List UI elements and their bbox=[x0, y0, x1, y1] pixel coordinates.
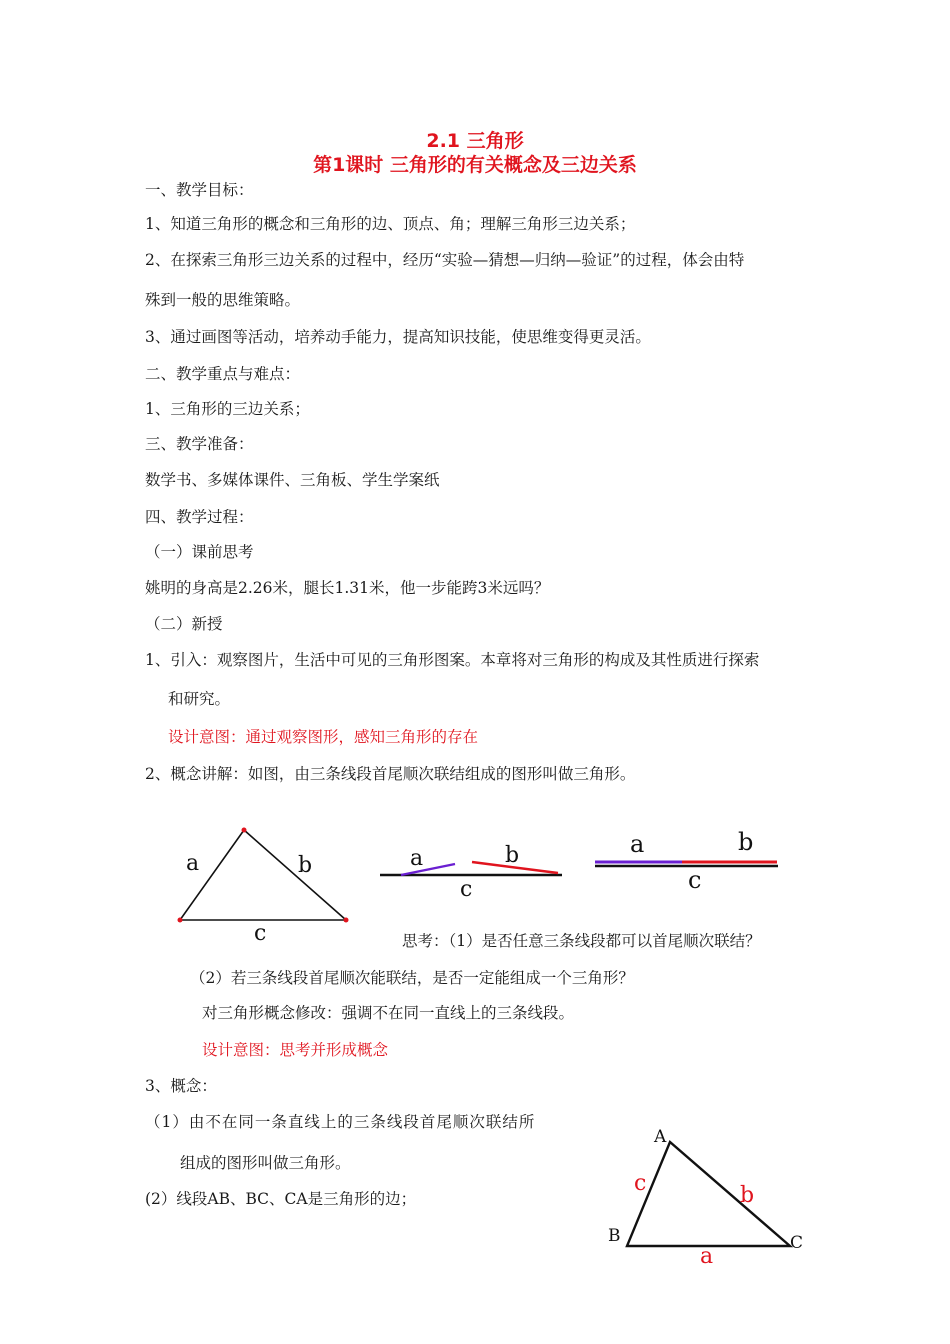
collinear-label-a: a bbox=[630, 830, 645, 858]
side-label-a: a bbox=[186, 851, 200, 876]
think-question-1: 思考：（1）是否任意三条线段都可以首尾顺次联结？ bbox=[402, 932, 761, 950]
goal-item-2-line1: 2、在探索三角形三边关系的过程中，经历“实验—猜想—归纳—验证”的过程，体会由特 bbox=[145, 251, 745, 269]
section-heading-prep: 三、教学准备： bbox=[145, 435, 254, 453]
design-intent-1: 设计意图：通过观察图形，感知三角形的存在 bbox=[168, 728, 479, 746]
concept-item-1-line2: 组成的图形叫做三角形。 bbox=[180, 1154, 351, 1172]
doc-title: 2.1 三角形 bbox=[426, 130, 524, 152]
process-text-1: 姚明的身高是2.26米，腿长1.31米，他一步能跨3米远吗？ bbox=[145, 579, 550, 597]
concept-item-1-line1: （1）由不在同一条直线上的三条线段首尾顺次联结所 bbox=[145, 1113, 536, 1131]
vertex-label-B: B bbox=[608, 1226, 621, 1246]
collinear-label-c: c bbox=[688, 866, 702, 894]
process-heading-1: （一）课前思考 bbox=[145, 543, 254, 561]
doc-subtitle: 第1课时 三角形的有关概念及三边关系 bbox=[313, 154, 637, 176]
goal-item-3: 3、通过画图等活动，培养动手能力，提高知识技能，使思维变得更灵活。 bbox=[145, 328, 651, 346]
think-question-2: （2）若三条线段首尾顺次能联结，是否一定能组成一个三角形？ bbox=[190, 969, 634, 987]
goal-item-1: 1、知道三角形的概念和三角形的边、顶点、角；理解三角形三边关系； bbox=[145, 215, 636, 233]
goal-item-2-line2: 殊到一般的思维策略。 bbox=[145, 291, 301, 309]
section-heading-focus: 二、教学重点与难点： bbox=[145, 365, 301, 383]
side-label-c: c bbox=[254, 921, 267, 945]
concept-item-2: (2）线段AB、BC、CA是三角形的边； bbox=[145, 1190, 417, 1208]
vertex-label-A: A bbox=[654, 1127, 667, 1147]
concept-heading: 3、概念： bbox=[145, 1077, 217, 1095]
side-label-b: b bbox=[298, 853, 313, 878]
triangle-figure-1 bbox=[170, 820, 370, 945]
section-heading-goals: 一、教学目标： bbox=[145, 181, 254, 199]
side-label-b-red: b bbox=[740, 1183, 755, 1208]
segments-figure-2 bbox=[375, 838, 570, 903]
concept-explain: 2、概念讲解：如图，由三条线段首尾顺次联结组成的图形叫做三角形。 bbox=[145, 765, 636, 783]
segment-label-a: a bbox=[410, 846, 424, 871]
prep-item-1: 数学书、多媒体课件、三角板、学生学案纸 bbox=[145, 471, 440, 489]
vertex-label-C: C bbox=[790, 1233, 804, 1253]
segment-label-b: b bbox=[505, 843, 520, 868]
side-label-a-red: a bbox=[700, 1244, 714, 1269]
intro-line1: 1、引入：观察图片，生活中可见的三角形图案。本章将对三角形的构成及其性质进行探索 bbox=[145, 651, 760, 669]
intro-line2: 和研究。 bbox=[168, 690, 231, 708]
segments-figure-3 bbox=[590, 822, 790, 897]
section-heading-process: 四、教学过程： bbox=[145, 508, 254, 526]
concept-modification: 对三角形概念修改：强调不在同一直线上的三条线段。 bbox=[202, 1004, 575, 1022]
design-intent-2: 设计意图：思考并形成概念 bbox=[202, 1041, 389, 1059]
triangle-abc-figure bbox=[600, 1120, 815, 1270]
process-heading-2: （二）新授 bbox=[145, 615, 223, 633]
collinear-label-b: b bbox=[738, 828, 754, 856]
side-label-c-red: c bbox=[634, 1171, 647, 1196]
segment-label-c: c bbox=[460, 877, 473, 902]
focus-item-1: 1、三角形的三边关系； bbox=[145, 400, 310, 418]
